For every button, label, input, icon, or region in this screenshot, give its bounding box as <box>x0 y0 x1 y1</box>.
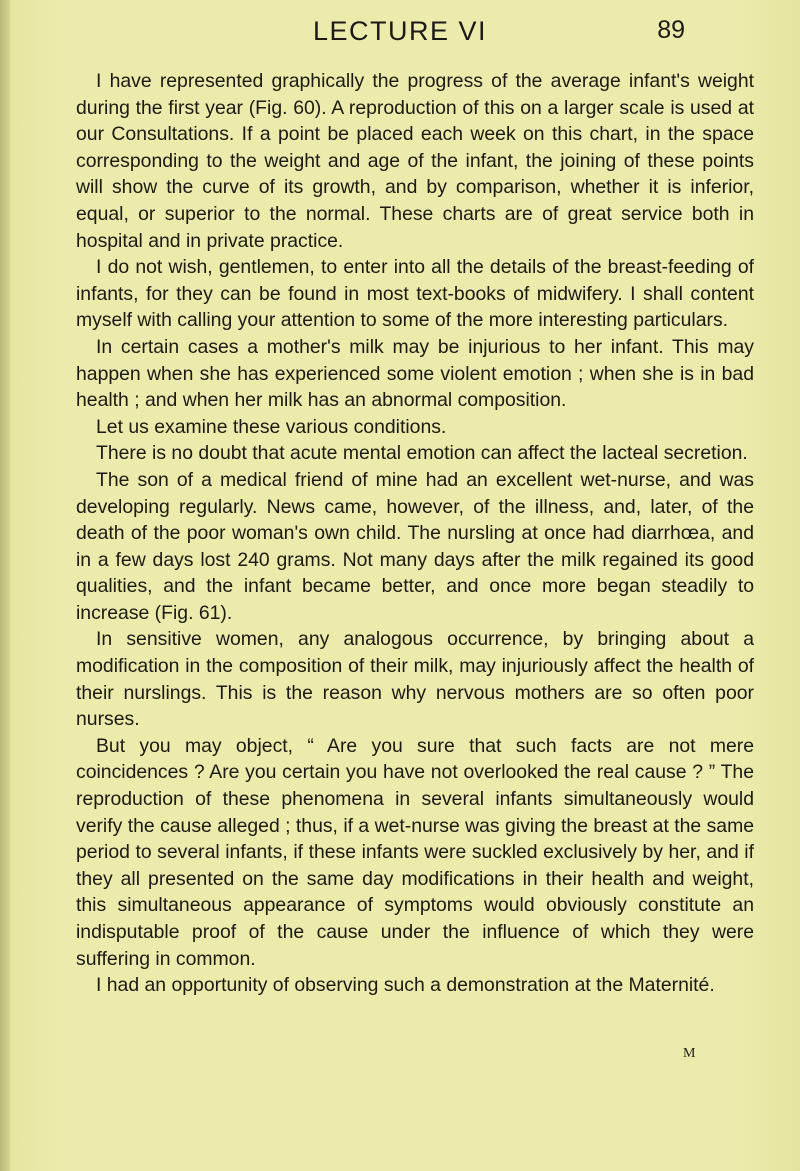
page-number: 89 <box>657 16 685 44</box>
paragraph: But you may object, “ Are you sure that such facts are not mere coincidences ? Are you certain you have not overlooked the real cause ? ” The reproduction of these phenomena in several infants simultaneously would verify the cause alleged ; thus, if a wet-nurse was giving the breast at the same period to several infants, if these infants were suckled exclusively by her, and if they all presented on the same day modifications in their health and weight, this simultaneous appearance of symptoms would obviously constitute an indisputable proof of the cause under the influence of which they were suffering in common. <box>76 734 754 970</box>
paragraph: The son of a medical friend of mine had an excellent wet-nurse, and was developing regularly. News came, however, of the illness, and, later, of the death of the poor woman's own child. The nursling at once had diarrhœa, and in a few days lost 240 grams. Not many days after the milk regained its good qualities, and the infant became better, and once more began steadily to increase (Fig. 61). <box>76 468 754 624</box>
paragraph: I do not wish, gentlemen, to enter into all the details of the breast-feeding of infants, for they can be found in most text-books of midwifery. I shall content myself with calling your attention to some of the more interesting particulars. <box>76 256 754 332</box>
page-edge <box>0 0 10 1171</box>
body-text <box>76 68 754 999</box>
paragraph: Let us examine these various conditions. <box>96 415 447 438</box>
paragraph: I had an opportunity of observing such a demonstration at the Maternité. <box>96 974 715 997</box>
paragraph: I have represented graphically the progress of the average infant's weight during the first year (Fig. 60). A reproduction of this on a larger scale is used at our Consultations. If a point be placed each week on this chart, in the space corresponding to the weight and age of the infant, the joining of these points will show the curve of its growth, and by comparison, whether it is inferior, equal, or superior to the normal. These charts are of great service both in hospital and in private practice. <box>76 70 754 252</box>
paragraph: There is no doubt that acute mental emotion can affect the lacteal secretion. <box>96 442 748 465</box>
page-header <box>0 16 800 56</box>
running-title: LECTURE VI <box>312 16 488 46</box>
signature-mark: M <box>683 1046 696 1061</box>
paragraph: In sensitive women, any analogous occurrence, by bringing about a modification in the composition of their milk, may injuriously affect the health of their nurslings. This is the reason why nervous mothers are so often poor nurses. <box>76 628 754 731</box>
paragraph: In certain cases a mother's milk may be injurious to her infant. This may happen when she has experienced some violent emotion ; when she is in bad health ; and when her milk has an abnormal composition. <box>76 335 754 412</box>
